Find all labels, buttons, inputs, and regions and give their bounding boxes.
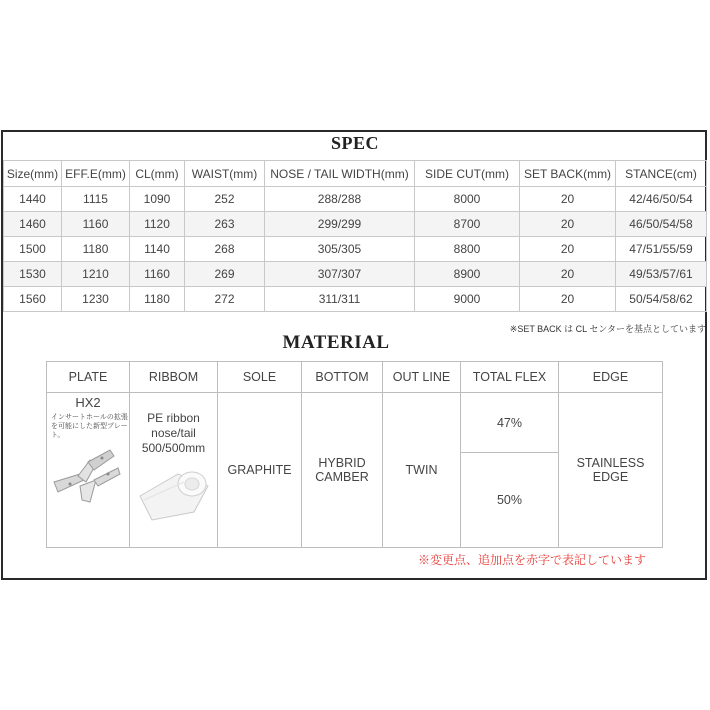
header-side-cut: SIDE CUT(mm) xyxy=(415,161,520,187)
cell-sole: GRAPHITE xyxy=(218,393,302,548)
cell-stance: 46/50/54/58 xyxy=(616,212,707,237)
cell-bottom xyxy=(302,393,383,548)
ribbon-line: 500/500mm xyxy=(141,441,206,455)
plate-description-line: を可能にした新型プレート。 xyxy=(51,423,128,439)
cell-flex-2: 50% xyxy=(461,453,559,548)
cell-side-cut: 9000 xyxy=(415,287,520,312)
spec-row xyxy=(4,262,707,287)
bottom-line: CAMBER xyxy=(315,470,369,484)
set-back-note: ※SET BACK は CL センターを基点としています xyxy=(509,324,706,334)
cell-waist: 252 xyxy=(185,187,265,212)
cell-stance: 47/51/55/59 xyxy=(616,237,707,262)
spec-row xyxy=(4,287,707,312)
header-set-back: SET BACK(mm) xyxy=(520,161,616,187)
cell-set-back: 20 xyxy=(520,187,616,212)
cell-contact-length: 1140 xyxy=(130,237,185,262)
ribbon-line: nose/tail xyxy=(151,426,196,440)
cell-size: 1560 xyxy=(4,287,62,312)
spec-header-row xyxy=(4,161,707,187)
cell-flex-1: 47% xyxy=(461,393,559,453)
change-note: ※変更点、追加点を赤字で表記しています xyxy=(418,553,647,567)
cell-nose-tail-width: 307/307 xyxy=(265,262,415,287)
cell-contact-length: 1160 xyxy=(130,262,185,287)
cell-nose-tail-width: 311/311 xyxy=(265,287,415,312)
material-row xyxy=(47,393,663,453)
spec-row xyxy=(4,187,707,212)
cell-contact-length: 1090 xyxy=(130,187,185,212)
edge-line: EDGE xyxy=(592,470,629,484)
header-contact-length: CL(mm) xyxy=(130,161,185,187)
spec-row xyxy=(4,237,707,262)
cell-side-cut: 8800 xyxy=(415,237,520,262)
cell-nose-tail-width: 305/305 xyxy=(265,237,415,262)
cell-stance: 42/46/50/54 xyxy=(616,187,707,212)
cell-waist: 268 xyxy=(185,237,265,262)
cell-waist: 269 xyxy=(185,262,265,287)
cell-edge xyxy=(559,393,663,548)
cell-contact-length: 1180 xyxy=(130,287,185,312)
ribbon-line: PE ribbon xyxy=(147,411,200,425)
cell-nose-tail-width: 288/288 xyxy=(265,187,415,212)
cell-size: 1530 xyxy=(4,262,62,287)
cell-size: 1460 xyxy=(4,212,62,237)
cell-side-cut: 8900 xyxy=(415,262,520,287)
header-eff-edge: EFF.E(mm) xyxy=(62,161,130,187)
header-nose-tail-width: NOSE / TAIL WIDTH(mm) xyxy=(265,161,415,187)
material-header-row xyxy=(47,362,663,393)
cell-side-cut: 8700 xyxy=(415,212,520,237)
cell-outline: TWIN xyxy=(383,393,461,548)
header-stance: STANCE(cm) xyxy=(616,161,707,187)
header-size: Size(mm) xyxy=(4,161,62,187)
cell-plate xyxy=(47,393,130,548)
header-bottom: BOTTOM xyxy=(302,362,383,393)
edge-line: STAINLESS xyxy=(576,456,645,470)
spec-row xyxy=(4,212,707,237)
cell-eff-edge: 1180 xyxy=(62,237,130,262)
cell-set-back: 20 xyxy=(520,262,616,287)
cell-waist: 272 xyxy=(185,287,265,312)
plate-description-line: インサートホールの拡張 xyxy=(51,414,128,421)
cell-set-back: 20 xyxy=(520,287,616,312)
plate-description xyxy=(47,413,129,440)
material-table xyxy=(46,361,663,548)
cell-eff-edge: 1210 xyxy=(62,262,130,287)
cell-eff-edge: 1230 xyxy=(62,287,130,312)
cell-set-back: 20 xyxy=(520,237,616,262)
cell-size: 1440 xyxy=(4,187,62,212)
cell-waist: 263 xyxy=(185,212,265,237)
cell-nose-tail-width: 299/299 xyxy=(265,212,415,237)
header-outline: OUT LINE xyxy=(383,362,461,393)
bottom-line: HYBRID xyxy=(318,456,366,470)
cell-contact-length: 1120 xyxy=(130,212,185,237)
cell-eff-edge: 1115 xyxy=(62,187,130,212)
cell-eff-edge: 1160 xyxy=(62,212,130,237)
ribbon-roll-image xyxy=(134,456,214,524)
cell-side-cut: 8000 xyxy=(415,187,520,212)
header-plate: PLATE xyxy=(47,362,130,393)
spec-title: SPEC xyxy=(330,133,379,153)
spec-table xyxy=(3,160,707,312)
material-title: MATERIAL xyxy=(282,332,390,353)
header-total-flex: TOTAL FLEX xyxy=(461,362,559,393)
plate-name: HX2 xyxy=(75,395,101,410)
header-ribbon: RIBBOM xyxy=(130,362,218,393)
cell-stance: 50/54/58/62 xyxy=(616,287,707,312)
cell-set-back: 20 xyxy=(520,212,616,237)
cell-size: 1500 xyxy=(4,237,62,262)
binding-plate-image xyxy=(50,440,126,510)
header-edge: EDGE xyxy=(559,362,663,393)
header-sole: SOLE xyxy=(218,362,302,393)
cell-stance: 49/53/57/61 xyxy=(616,262,707,287)
header-waist: WAIST(mm) xyxy=(185,161,265,187)
cell-ribbon xyxy=(130,393,218,548)
